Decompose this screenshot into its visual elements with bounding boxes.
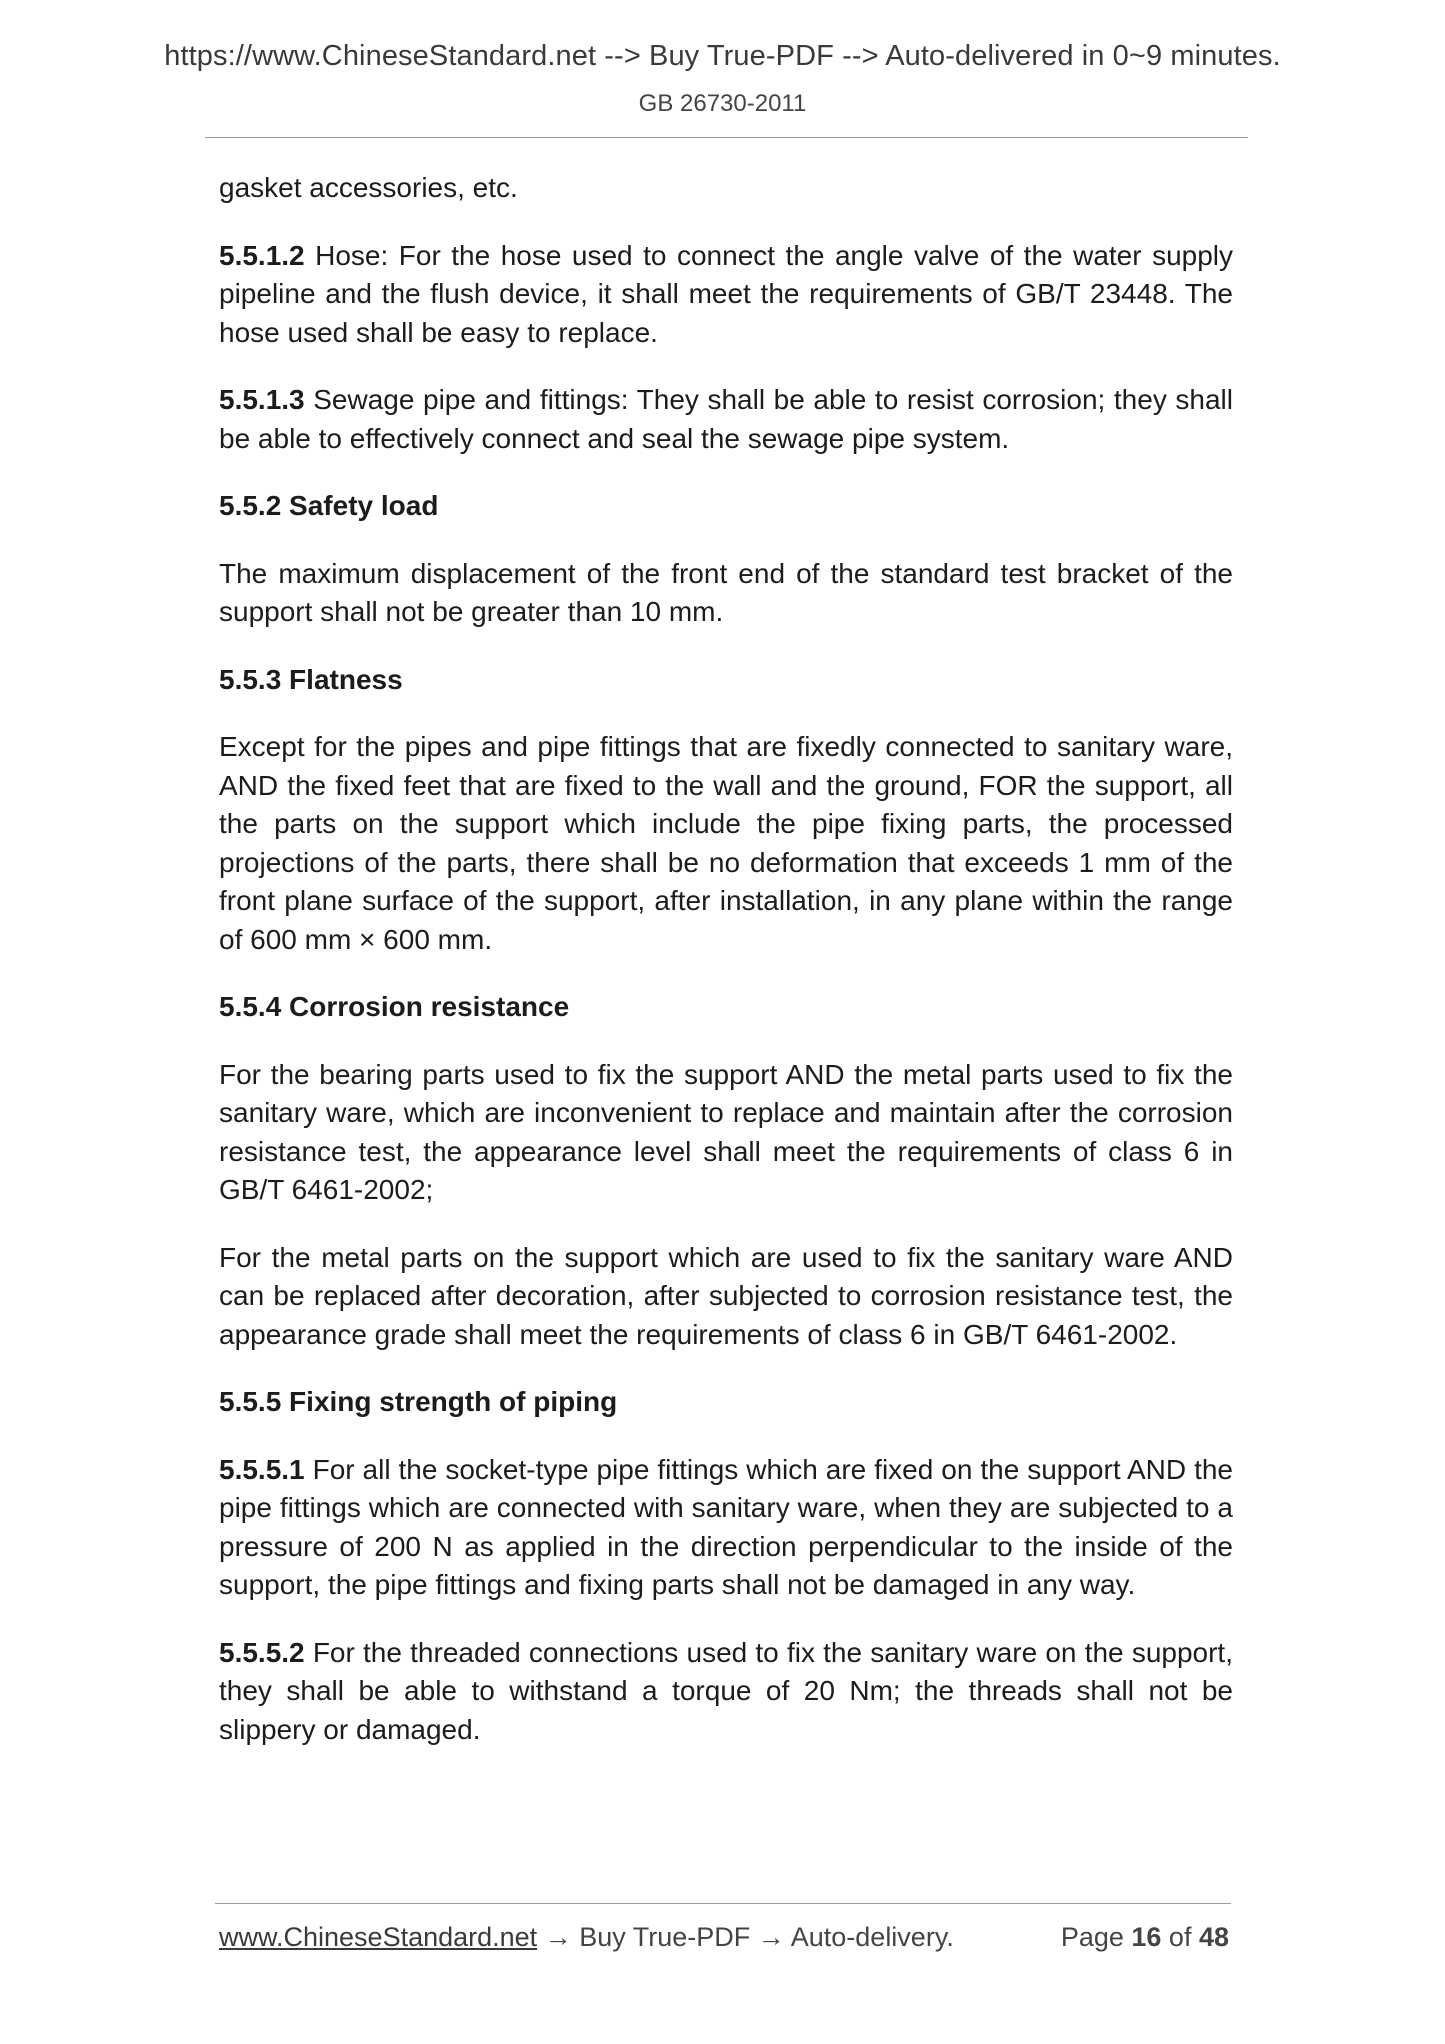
footer-promo [219, 1922, 954, 1953]
clause-number: 5.5.1.3 [219, 384, 305, 415]
clause-5-5-5-1 [219, 1451, 1233, 1605]
heading-fixing-strength: 5.5.5 Fixing strength of piping [219, 1386, 618, 1417]
clause-5-5-1-2 [219, 237, 1233, 353]
heading-corrosion-resistance: 5.5.4 Corrosion resistance [219, 991, 570, 1022]
of-label: of [1161, 1922, 1199, 1952]
standard-code: GB 26730-2011 [638, 90, 807, 117]
heading-flatness: 5.5.3 Flatness [219, 663, 403, 695]
page-footer [219, 1922, 1229, 1962]
clause-number: 5.5.5.2 [219, 1636, 305, 1668]
clause-text: For all the socket-type pipe fittings which are fixed on the support AND the pipe fittings which are connected with sanitary ware, when they are subjected to a pressure of 200 N as applied in the direction perpendicular to the inside of the support, the pipe fittings and fixing parts shall not be damaged in any way. [219, 1453, 1233, 1600]
page-label: Page [1060, 1922, 1132, 1952]
clause-text: Hose: For the hose used to connect the angle valve of the water supply pipeline and the flush device, it shall meet the requirements of GB/T 23448. The hose used shall be easy to replace. [219, 239, 1233, 348]
paragraph-corrosion-a: For the bearing parts used to fix the support AND the metal parts used to fix the sanitary ware, which are inconvenient to replace and maintain after the corrosion resistance test, the appearance level shall meet the requirements of class 6 in GB/T 6461-2002; [219, 1058, 1233, 1205]
paragraph-corrosion-b: For the metal parts on the support which are used to fix the sanitary ware AND can be replaced after decoration, after subjected to corrosion resistance test, the appearance grade shall meet the requirements of class 6 in GB/T 6461-2002. [219, 1241, 1233, 1350]
footer-divider [215, 1903, 1231, 1904]
footer-tagline: → Buy True-PDF → Auto-delivery. [537, 1922, 954, 1952]
paragraph-flatness: Except for the pipes and pipe fittings that are fixedly connected to sanitary ware, AND the fixed feet that are fixed to the wall and the ground, FOR the support, all the parts on the support which include the pipe fixing parts, the processed projections of the parts, there shall be no deformation that exceeds 1 mm of the front plane surface of the support, after installation, in any plane within the range of 600 mm × 600 mm. [219, 731, 1233, 955]
header-banner: https://www.ChineseStandard.net --> Buy True-PDF --> Auto-delivered in 0~9 minutes. [164, 40, 1281, 72]
clause-number: 5.5.1.2 [219, 239, 305, 271]
clause-text: Sewage pipe and fittings: They shall be able to resist corrosion; they shall be able to effectively connect and seal the sewage pipe system. [219, 384, 1233, 454]
footer-site-link[interactable]: www.ChineseStandard.net [219, 1922, 538, 1952]
total-pages: 48 [1198, 1922, 1229, 1952]
continued-paragraph: gasket accessories, etc. [219, 172, 518, 203]
clause-5-5-5-2 [219, 1634, 1233, 1750]
clause-number: 5.5.5.1 [219, 1453, 305, 1485]
paragraph-safety-load: The maximum displacement of the front end of the standard test bracket of the support shall not be greater than 10 mm. [219, 557, 1233, 627]
page-number: 16 [1131, 1922, 1162, 1952]
clause-5-5-1-3 [219, 381, 1233, 458]
header-divider [205, 137, 1248, 138]
document-body [219, 169, 1233, 1778]
clause-text: For the threaded connections used to fix the sanitary ware on the support, they shall be able to withstand a torque of 20 Nm; the threads shall not be slippery or damaged. [219, 1636, 1233, 1745]
heading-safety-load: 5.5.2 Safety load [219, 490, 439, 521]
page-indicator [1061, 1922, 1229, 1953]
